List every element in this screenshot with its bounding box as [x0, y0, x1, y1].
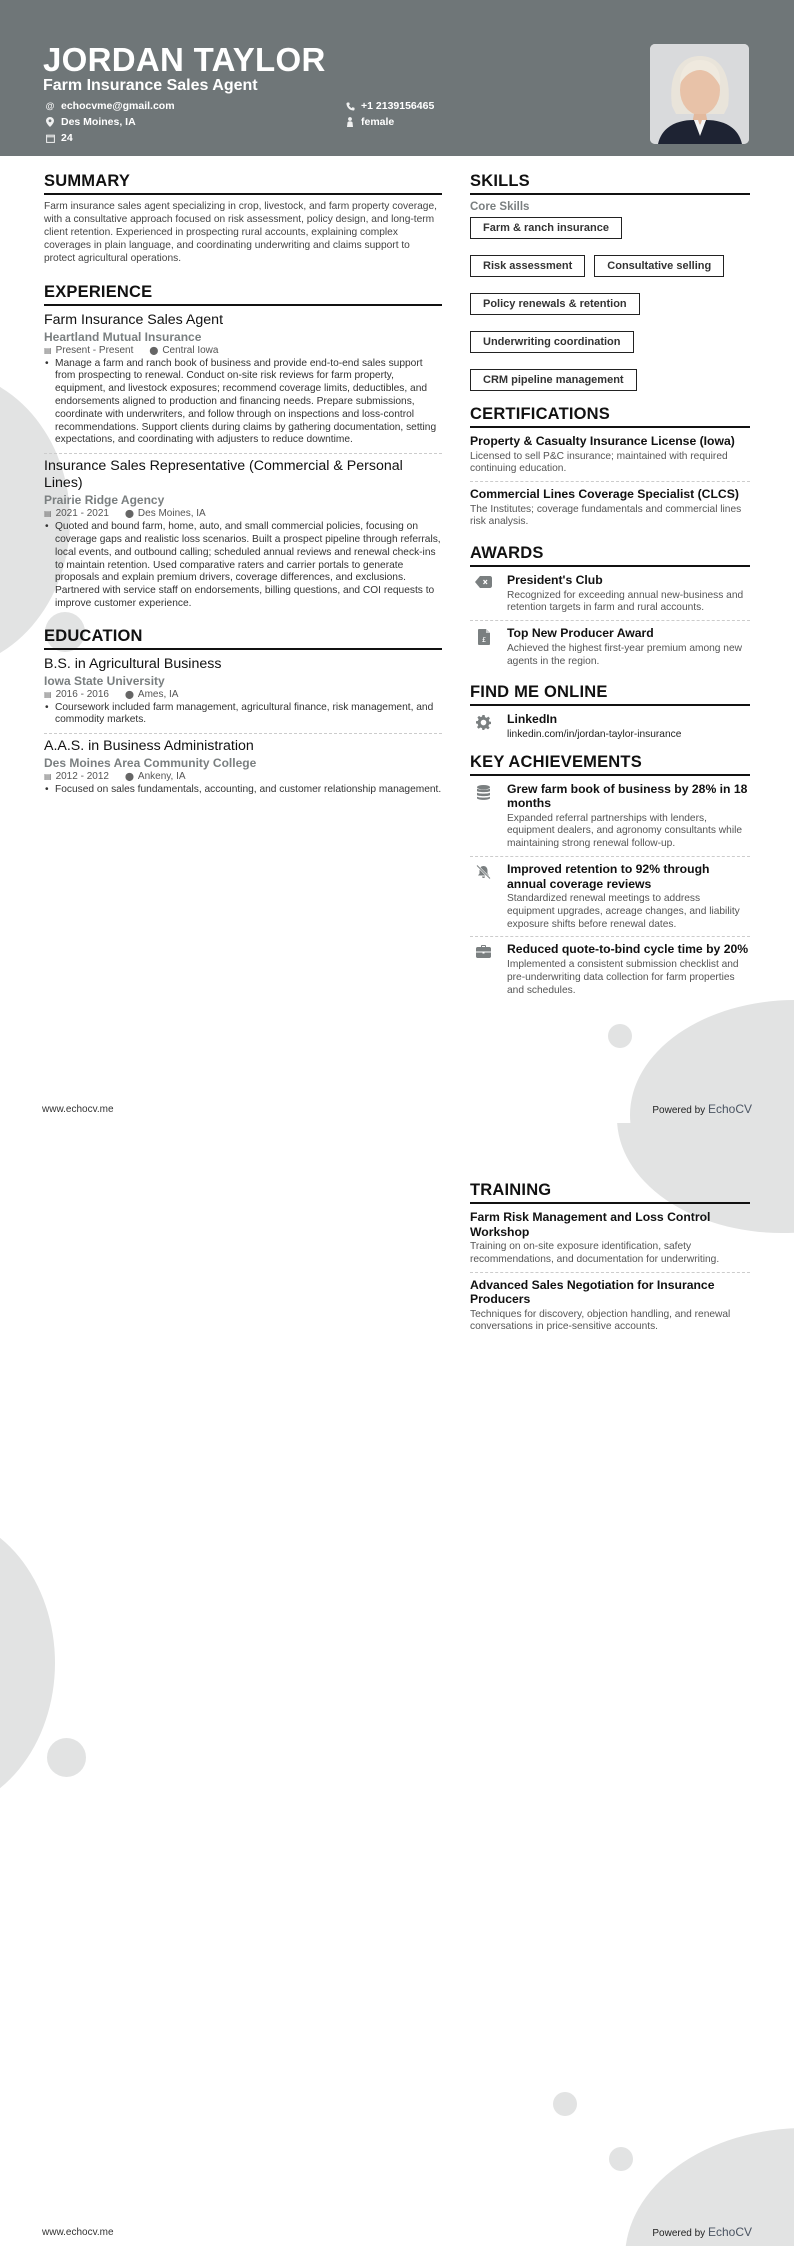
school-name: Iowa State University	[44, 673, 165, 688]
job-dates: 2021 - 2021	[55, 508, 109, 520]
education-location: Ankeny, IA	[137, 771, 186, 783]
job-bullet: • Quoted and bound farm, home, auto, and small commercial policies, focusing on coverage gaps and realistic loss scenarios. Built a prospect pipeline through referrals, local events, and outbound calling; scheduled annual reviews and renewal check-ins to maintain retention. Used comparative raters and carrier portals to generate proposals and explain premium drivers, coverage differences, and exclusions. Partnered with service staff on endorsements, billing questions, and COI requests to improve customer experience.	[45, 521, 441, 609]
age-text: 24	[61, 132, 73, 144]
certification-desc: The Institutes; coverage fundamentals and commercial lines risk analysis.	[470, 503, 742, 528]
map-pin-icon: ⬤	[124, 509, 134, 519]
education-meta	[44, 689, 442, 701]
degree-title: B.S. in Agricultural Business	[44, 655, 222, 672]
award-desc: Achieved the highest first-year premium among new agents in the region.	[507, 642, 742, 667]
education-bullet: • Focused on sales fundamentals, accounting, and customer relationship management.	[45, 784, 442, 796]
online-profile-item[interactable]	[470, 712, 750, 746]
certification-item	[470, 481, 750, 534]
training-desc: Techniques for discovery, objection handling, and renewal conversations in price-sensitive accounts.	[470, 1308, 731, 1333]
gender-text: female	[361, 116, 395, 128]
achievement-desc: Standardized renewal meetings to address equipment upgrades, acreage changes, and liability exposure shifts before renewal dates.	[507, 893, 740, 930]
map-pin-icon: ⬤	[124, 772, 134, 782]
candidate-title: Farm Insurance Sales Agent	[43, 77, 258, 94]
profile-photo	[650, 44, 749, 144]
phone-text: +1 2139156465	[361, 100, 435, 112]
skill-tag: Farm & ranch insurance	[470, 217, 622, 239]
bell-slash-icon	[470, 862, 507, 931]
training-section	[470, 1181, 750, 1339]
skill-tag: Underwriting coordination	[470, 331, 634, 353]
decor-dot-bottom-1	[553, 2092, 577, 2116]
training-item	[470, 1210, 750, 1272]
job-meta	[44, 345, 442, 357]
education-dates: 2012 - 2012	[55, 771, 109, 783]
training-item	[470, 1272, 750, 1340]
awards-heading: AWARDS	[470, 544, 750, 567]
brand-name: EchoCV	[707, 2225, 752, 2239]
degree-title: A.A.S. in Business Administration	[44, 738, 254, 755]
online-profile-title: LinkedIn	[507, 712, 558, 727]
map-pin-icon: ⬤	[149, 345, 159, 355]
experience-entry	[44, 453, 442, 617]
summary-section	[44, 172, 442, 266]
job-title: Farm Insurance Sales Agent	[44, 311, 224, 328]
summary-text: Farm insurance sales agent specializing in crop, livestock, and farm property coverage, with a consultative approach focused on risk assessment, policy design, and long-term client retention. Experienced in prospecting rural accounts, explaining complex coverages in plain language, and coordinating underwriting and claims support to protect agricultural operations.	[44, 201, 437, 264]
education-meta	[44, 771, 442, 783]
achievements-heading: KEY ACHIEVEMENTS	[470, 753, 750, 776]
online-section	[470, 683, 750, 746]
training-title: Advanced Sales Negotiation for Insurance Producers	[470, 1277, 715, 1307]
education-bullet: • Coursework included farm management, agricultural finance, risk management, and commodity markets.	[45, 701, 434, 726]
job-dates: Present - Present	[55, 344, 134, 356]
contact-email[interactable]	[45, 100, 175, 112]
achievement-desc: Expanded referral partnerships with lenders, equipment dealers, and agronomy consultants while maintaining strong renewal follow-up.	[507, 812, 743, 850]
database-icon	[470, 782, 507, 851]
contact-location	[45, 116, 136, 128]
job-title: Insurance Sales Representative (Commercial & Personal Lines)	[44, 458, 403, 492]
skill-tag: CRM pipeline management	[470, 369, 637, 391]
skills-list	[470, 217, 750, 391]
certification-title: Commercial Lines Coverage Specialist (CLCS)	[470, 487, 739, 502]
training-desc: Training on on-site exposure identification, safety recommendations, and documentation for underwriting.	[470, 1241, 720, 1265]
achievement-item	[470, 936, 750, 1002]
award-desc: Recognized for exceeding annual new-business and retention targets in farm and rural accounts.	[507, 589, 744, 614]
map-pin-icon	[45, 117, 55, 127]
school-name: Des Moines Area Community College	[44, 756, 257, 771]
resume-header	[0, 0, 794, 156]
decor-circle-left	[0, 1513, 55, 1813]
contact-phone[interactable]	[345, 100, 434, 112]
candidate-name: JORDAN TAYLOR	[43, 41, 326, 78]
calendar-icon: ▤	[44, 509, 52, 519]
company-name: Heartland Mutual Insurance	[44, 329, 202, 344]
achievement-title: Reduced quote-to-bind cycle time by 20%	[507, 942, 749, 957]
achievement-title: Improved retention to 92% through annual coverage reviews	[507, 862, 710, 891]
svg-text:£: £	[481, 636, 486, 645]
skills-heading: SKILLS	[470, 172, 750, 195]
education-location: Ames, IA	[137, 688, 179, 700]
achievement-item	[470, 856, 750, 936]
education-entry	[44, 656, 442, 734]
experience-section	[44, 283, 442, 617]
briefcase-icon	[470, 942, 507, 997]
person-icon	[345, 117, 355, 127]
award-item	[470, 573, 750, 620]
location-text: Des Moines, IA	[61, 116, 136, 128]
skills-section	[470, 172, 750, 391]
job-bullet: • Manage a farm and ranch book of business and provide end-to-end sales support from prospecting to renewal. Conduct on-site risk reviews for farm property, equipment, and livestock exposures; recommend coverage limits, deductibles, and endorsements aligned to production and financing needs. Prepare submissions, coordinate with underwriters, and follow through on inspections and loss-control recommendations. Support clients during claims by gathering documentation, setting expectations, and coordinating with adjusters to reduce downtime.	[45, 357, 437, 446]
online-heading: FIND ME ONLINE	[470, 683, 750, 706]
education-heading: EDUCATION	[44, 627, 442, 650]
at-icon: @	[45, 101, 55, 111]
experience-entry	[44, 312, 442, 454]
footer-powered-by[interactable]	[652, 1102, 752, 1116]
summary-heading: SUMMARY	[44, 172, 442, 195]
brand-name: EchoCV	[707, 1102, 752, 1116]
achievement-item	[470, 782, 750, 856]
decor-dot-left	[47, 1738, 86, 1777]
certification-item	[470, 434, 750, 481]
award-title: Top New Producer Award	[507, 626, 654, 641]
file-pound-icon	[470, 626, 507, 668]
powered-by-label: Powered by	[652, 1105, 706, 1116]
training-heading: TRAINING	[470, 1181, 750, 1204]
training-title: Farm Risk Management and Loss Control Workshop	[470, 1210, 711, 1239]
calendar-icon: ▤	[44, 689, 52, 699]
calendar-icon	[45, 134, 55, 143]
education-dates: 2016 - 2016	[55, 688, 109, 700]
job-location: Central Iowa	[162, 344, 219, 356]
job-meta	[44, 508, 442, 520]
certifications-section	[470, 405, 750, 534]
decor-dot-bottom-2	[609, 2147, 633, 2171]
footer-powered-by[interactable]	[652, 2225, 752, 2239]
award-title: President's Club	[507, 573, 603, 588]
skill-tag: Risk assessment	[470, 255, 585, 277]
email-text: echocvme@gmail.com	[61, 100, 175, 112]
certification-title: Property & Casualty Insurance License (Iowa)	[470, 434, 735, 448]
award-item	[470, 620, 750, 673]
education-entry	[44, 733, 442, 803]
contact-gender	[345, 116, 394, 128]
experience-heading: EXPERIENCE	[44, 283, 442, 306]
contact-age	[45, 132, 73, 144]
certifications-heading: CERTIFICATIONS	[470, 405, 750, 428]
gear-icon	[470, 712, 507, 741]
backspace-icon	[470, 573, 507, 615]
achievement-title: Grew farm book of business by 28% in 18 months	[507, 781, 748, 811]
skill-tag: Consultative selling	[594, 255, 724, 277]
achievements-section	[470, 753, 750, 1003]
map-pin-icon: ⬤	[124, 689, 134, 699]
calendar-icon: ▤	[44, 345, 52, 355]
achievement-desc: Implemented a consistent submission checklist and pre-underwriting data collection for farm properties and schedules.	[507, 958, 739, 996]
online-profile-url[interactable]: linkedin.com/in/jordan-taylor-insurance	[507, 728, 682, 740]
awards-section	[470, 544, 750, 673]
certification-desc: Licensed to sell P&C insurance; maintained with required continuing education.	[470, 450, 728, 475]
company-name: Prairie Ridge Agency	[44, 493, 165, 508]
skill-tag: Policy renewals & retention	[470, 293, 640, 315]
decor-dot-right	[608, 1024, 632, 1048]
job-location: Des Moines, IA	[137, 508, 206, 520]
phone-icon	[345, 102, 355, 111]
powered-by-label: Powered by	[652, 2228, 706, 2239]
education-section	[44, 627, 442, 803]
skills-group-label: Core Skills	[470, 201, 530, 213]
footer-website[interactable]: www.echocv.me	[42, 1104, 114, 1115]
footer-website[interactable]: www.echocv.me	[42, 2227, 114, 2238]
resume-page-2	[0, 1123, 794, 2246]
calendar-icon: ▤	[44, 772, 52, 782]
